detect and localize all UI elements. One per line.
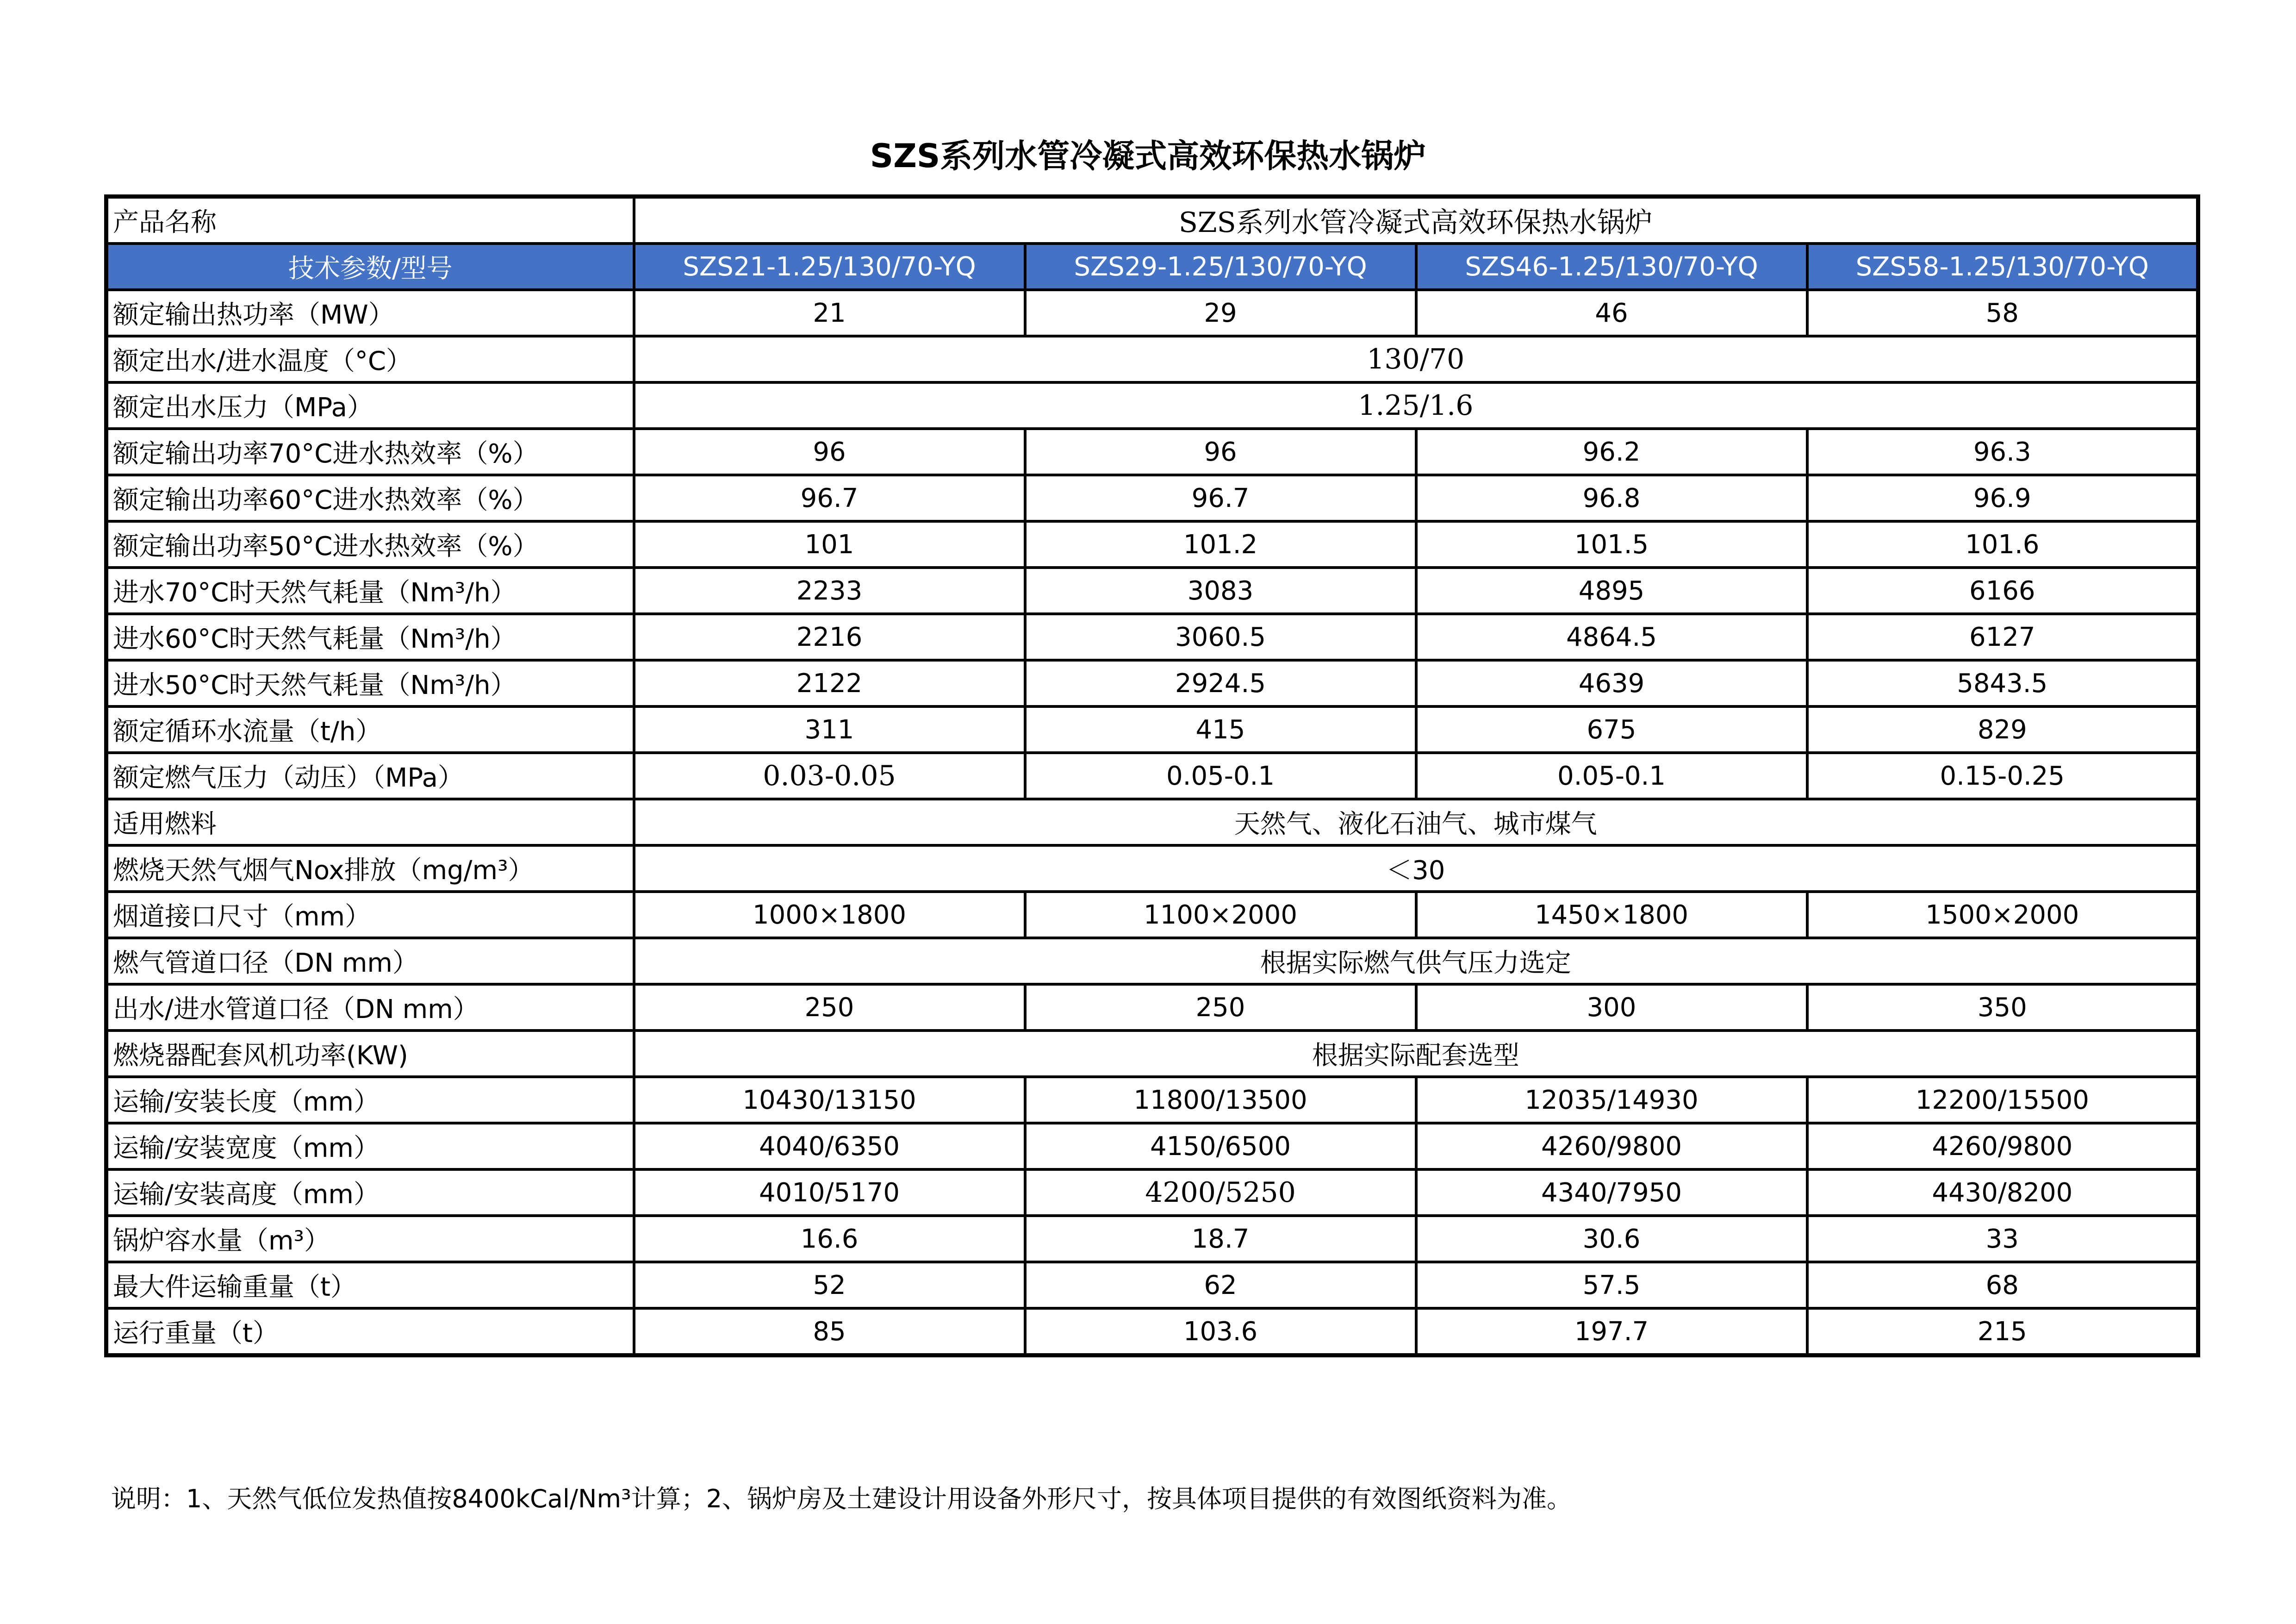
value-cell: 4895 (1416, 568, 1807, 614)
table-row (106, 521, 2198, 568)
merged-value-cell: 130/70 (634, 336, 2198, 382)
row-label: 烟道接口尺寸（mm） (106, 892, 634, 938)
value-cell: 57.5 (1416, 1262, 1807, 1308)
value-cell: 4150/6500 (1025, 1123, 1416, 1169)
table-row (106, 568, 2198, 614)
value-cell: 5843.5 (1807, 660, 2198, 706)
value-cell: 1450×1800 (1416, 892, 1807, 938)
model-header: SZS46-1.25/130/70-YQ (1416, 244, 1807, 290)
value-cell: 103.6 (1025, 1308, 1416, 1355)
table-row (106, 938, 2198, 984)
value-cell: 96.9 (1807, 475, 2198, 521)
value-cell: 85 (634, 1308, 1025, 1355)
value-cell: 6127 (1807, 614, 2198, 660)
merged-value-cell: 1.25/1.6 (634, 382, 2198, 429)
table-row (106, 660, 2198, 706)
table-row (106, 753, 2198, 799)
model-header: SZS21-1.25/130/70-YQ (634, 244, 1025, 290)
table-row (106, 336, 2198, 382)
value-cell: 96.3 (1807, 429, 2198, 475)
table-row (106, 475, 2198, 521)
table-row (106, 892, 2198, 938)
product-name-value: SZS系列水管冷凝式高效环保热水锅炉 (634, 197, 2198, 244)
header-label: 技术参数/型号 (106, 244, 634, 290)
value-cell: 3060.5 (1025, 614, 1416, 660)
value-cell: 4040/6350 (634, 1123, 1025, 1169)
value-cell: 4010/5170 (634, 1169, 1025, 1216)
value-cell: 311 (634, 706, 1025, 753)
value-cell: 675 (1416, 706, 1807, 753)
value-cell: 33 (1807, 1216, 2198, 1262)
value-cell: 300 (1416, 984, 1807, 1031)
table-row (106, 1216, 2198, 1262)
model-header: SZS29-1.25/130/70-YQ (1025, 244, 1416, 290)
page-title: SZS系列水管冷凝式高效环保热水锅炉 (870, 137, 1426, 175)
value-cell: 2122 (634, 660, 1025, 706)
value-cell: 250 (634, 984, 1025, 1031)
value-cell: 21 (634, 290, 1025, 336)
merged-value-cell: ＜30 (634, 845, 2198, 892)
row-label: 进水50°C时天然气耗量（Nm³/h） (106, 660, 634, 706)
value-cell: 96 (634, 429, 1025, 475)
header-row (106, 244, 2198, 290)
value-cell: 18.7 (1025, 1216, 1416, 1262)
row-label: 额定输出热功率（MW） (106, 290, 634, 336)
value-cell: 4200/5250 (1025, 1169, 1416, 1216)
value-cell: 415 (1025, 706, 1416, 753)
row-label: 额定出水/进水温度（°C） (106, 336, 634, 382)
row-label: 额定输出功率50°C进水热效率（%） (106, 521, 634, 568)
value-cell: 829 (1807, 706, 2198, 753)
row-label: 额定燃气压力（动压）（MPa） (106, 753, 634, 799)
table-row (106, 1308, 2198, 1355)
value-cell: 12200/15500 (1807, 1077, 2198, 1123)
table-row (106, 799, 2198, 845)
value-cell: 2233 (634, 568, 1025, 614)
table-row (106, 1123, 2198, 1169)
value-cell: 250 (1025, 984, 1416, 1031)
value-cell: 1500×2000 (1807, 892, 2198, 938)
row-label: 运输/安装高度（mm） (106, 1169, 634, 1216)
table-row (106, 1169, 2198, 1216)
value-cell: 68 (1807, 1262, 2198, 1308)
table-row (106, 429, 2198, 475)
value-cell: 2924.5 (1025, 660, 1416, 706)
table-row (106, 382, 2198, 429)
value-cell: 11800/13500 (1025, 1077, 1416, 1123)
value-cell: 1100×2000 (1025, 892, 1416, 938)
row-label: 运输/安装宽度（mm） (106, 1123, 634, 1169)
value-cell: 101.6 (1807, 521, 2198, 568)
row-label: 锅炉容水量（m³） (106, 1216, 634, 1262)
value-cell: 16.6 (634, 1216, 1025, 1262)
merged-value-cell: 根据实际燃气供气压力选定 (634, 938, 2198, 984)
value-cell: 350 (1807, 984, 2198, 1031)
model-header: SZS58-1.25/130/70-YQ (1807, 244, 2198, 290)
spec-table (104, 194, 2200, 1357)
value-cell: 1000×1800 (634, 892, 1025, 938)
merged-value-cell: 根据实际配套选型 (634, 1031, 2198, 1077)
value-cell: 58 (1807, 290, 2198, 336)
row-label: 出水/进水管道口径（DN mm） (106, 984, 634, 1031)
value-cell: 197.7 (1416, 1308, 1807, 1355)
value-cell: 215 (1807, 1308, 2198, 1355)
table-row (106, 1031, 2198, 1077)
merged-value-cell: 天然气、液化石油气、城市煤气 (634, 799, 2198, 845)
value-cell: 4430/8200 (1807, 1169, 2198, 1216)
value-cell: 3083 (1025, 568, 1416, 614)
row-label: 额定循环水流量（t/h） (106, 706, 634, 753)
value-cell: 96.7 (634, 475, 1025, 521)
value-cell: 30.6 (1416, 1216, 1807, 1262)
value-cell: 4260/9800 (1416, 1123, 1807, 1169)
table-row (106, 1077, 2198, 1123)
product-name-label: 产品名称 (106, 197, 634, 244)
value-cell: 4864.5 (1416, 614, 1807, 660)
table-row (106, 614, 2198, 660)
table-row (106, 1262, 2198, 1308)
value-cell: 0.05-0.1 (1025, 753, 1416, 799)
value-cell: 6166 (1807, 568, 2198, 614)
row-label: 运输/安装长度（mm） (106, 1077, 634, 1123)
table-row (106, 845, 2198, 892)
row-label: 进水60°C时天然气耗量（Nm³/h） (106, 614, 634, 660)
value-cell: 96.2 (1416, 429, 1807, 475)
row-label: 适用燃料 (106, 799, 634, 845)
value-cell: 46 (1416, 290, 1807, 336)
table-row (106, 706, 2198, 753)
row-label: 燃烧天然气烟气Nox排放（mg/m³） (106, 845, 634, 892)
value-cell: 96.8 (1416, 475, 1807, 521)
row-label: 进水70°C时天然气耗量（Nm³/h） (106, 568, 634, 614)
value-cell: 4260/9800 (1807, 1123, 2198, 1169)
value-cell: 4340/7950 (1416, 1169, 1807, 1216)
value-cell: 96.7 (1025, 475, 1416, 521)
value-cell: 101.5 (1416, 521, 1807, 568)
value-cell: 10430/13150 (634, 1077, 1025, 1123)
value-cell: 101 (634, 521, 1025, 568)
table-row (106, 290, 2198, 336)
product-name-row (106, 197, 2198, 244)
value-cell: 4639 (1416, 660, 1807, 706)
value-cell: 52 (634, 1262, 1025, 1308)
row-label: 运行重量（t） (106, 1308, 634, 1355)
table-row (106, 984, 2198, 1031)
value-cell: 0.03-0.05 (634, 753, 1025, 799)
row-label: 燃烧器配套风机功率(KW) (106, 1031, 634, 1077)
row-label: 额定出水压力（MPa） (106, 382, 634, 429)
row-label: 额定输出功率70°C进水热效率（%） (106, 429, 634, 475)
value-cell: 101.2 (1025, 521, 1416, 568)
value-cell: 62 (1025, 1262, 1416, 1308)
row-label: 最大件运输重量（t） (106, 1262, 634, 1308)
footnote: 说明：1、天然气低位发热值按8400kCal/Nm³计算；2、锅炉房及土建设计用设备外形尺寸，按具体项目提供的有效图纸资料为准。 (111, 1484, 1572, 1513)
value-cell: 0.15-0.25 (1807, 753, 2198, 799)
value-cell: 12035/14930 (1416, 1077, 1807, 1123)
row-label: 额定输出功率60°C进水热效率（%） (106, 475, 634, 521)
value-cell: 29 (1025, 290, 1416, 336)
value-cell: 2216 (634, 614, 1025, 660)
value-cell: 96 (1025, 429, 1416, 475)
row-label: 燃气管道口径（DN mm） (106, 938, 634, 984)
value-cell: 0.05-0.1 (1416, 753, 1807, 799)
